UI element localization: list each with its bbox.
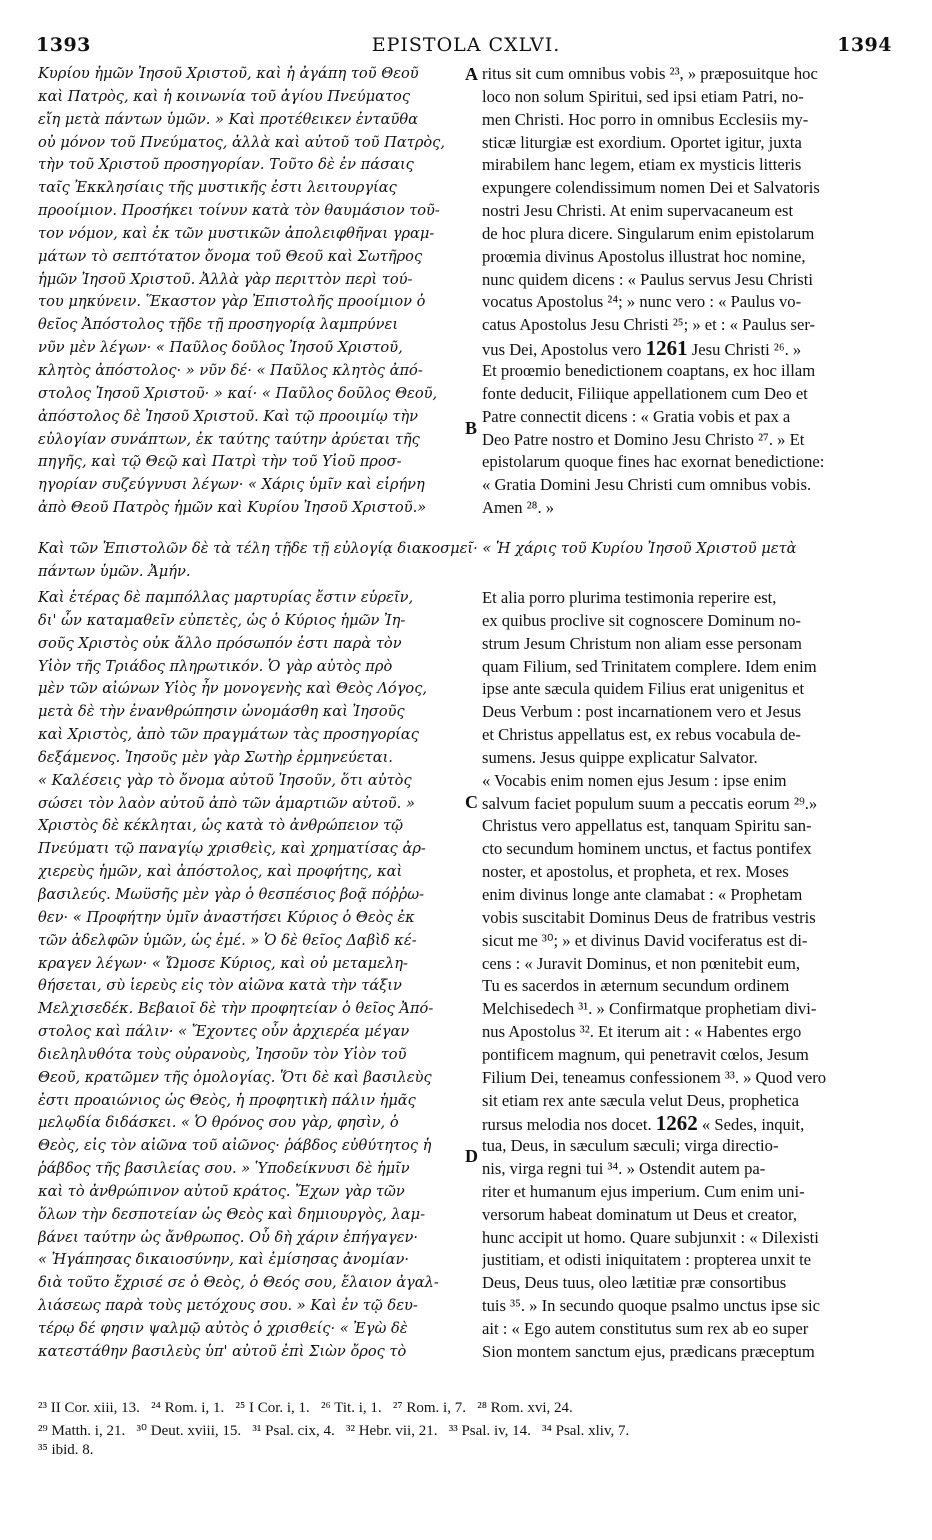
text-line: cto secundum hominem unctus, et factus pontifex	[482, 839, 812, 859]
text-line: nus Apostolus ³². Et iterum ait : « Habentes ergo	[482, 1022, 802, 1042]
text-line: Χριστὸς δὲ κέκληται, ὡς κατὰ τὸ ἀνθρώπειον τῷ	[38, 817, 404, 835]
text-segment: rursus melodia nos docet.	[482, 1115, 656, 1135]
text-line: σοῦς Χριστὸς οὐκ ἄλλο πρόσωπόν ἐστι παρὰ τὸν	[38, 634, 402, 652]
text-line: sicut me ³⁰; » et divinus David vociferatus est di-	[482, 930, 808, 950]
column-number-marker: 1261	[645, 337, 688, 360]
text-line: Deo Patre nostro et Domino Jesu Christo ²⁷. » Et	[482, 429, 805, 449]
text-line: κραγεν λέγων· « Ὤμοσε Κύριος, καὶ οὐ μεταμελη-	[38, 954, 408, 972]
latin-column-top	[482, 63, 898, 520]
text-line: Et proœmio benedictionem coaptans, ex hoc illam	[482, 360, 816, 380]
footnote-line-3: ³⁵ ibid. 8.	[38, 1442, 94, 1458]
text-line: nunc quidem dicens : « Paulus servus Jesu Christi	[482, 269, 813, 289]
text-line: ηγορίαν συζεύγνυσι λέγων· « Χάρις ὑμῖν καὶ εἰρήνη	[38, 476, 425, 494]
margin-letter-a: A	[465, 64, 478, 84]
text-line: διὰ τοῦτο ἔχρισέ σε ὁ Θεὸς, ὁ Θεός σου, ἔλαιον ἀγαλ-	[38, 1274, 439, 1292]
text-line: Καὶ ἑτέρας δὲ παμπόλλας μαρτυρίας ἔστιν εὑρεῖν,	[38, 589, 414, 606]
text-line: sit etiam rex ante sæcula velut Deus, prophetica	[482, 1090, 800, 1110]
text-line: « Καλέσεις γὰρ τὸ ὄνομα αὐτοῦ Ἰησοῦν, ὅτι αὐτὸς	[38, 771, 412, 789]
text-line: θήσεται, σὺ ἱερεὺς εἰς τὸν αἰῶνα κατὰ τὴν τάξιν	[38, 977, 402, 995]
text-line: τέρῳ δέ φησιν ψαλμῷ αὐτὸς ὁ χρισθείς· « Ἐγὼ δὲ	[38, 1320, 408, 1337]
text-line: mirabilem hanc legem, etiam ex mysticis litteris	[482, 155, 802, 175]
text-line: Πνεύματι τῷ παναγίῳ χρισθεὶς, καὶ χρηματίσας ἀρ-	[38, 840, 426, 858]
text-line: νῦν μὲν λέγων· « Παῦλος δοῦλος Ἰησοῦ Χριστοῦ,	[38, 339, 403, 357]
text-line: Melchisedech ³¹. » Confirmatque prophetiam divi-	[482, 999, 817, 1019]
page-number-left: 1393	[36, 34, 91, 56]
text-segment: Jesu Christi ²⁶. »	[687, 340, 802, 360]
margin-letter-d: D	[465, 1146, 478, 1166]
text-line: Θεοῦ, κρατῶμεν τῆς ὁμολογίας. Ὅτι δὲ καὶ βασιλεὺς	[38, 1068, 432, 1086]
page-number-right: 1394	[837, 34, 892, 56]
text-line: βάνει ταύτην ὡς ἄνθρωπος. Οὗ δὴ χάριν ἐπήγαγεν·	[38, 1228, 418, 1246]
text-line: μὲν τῶν αἰώνων Υἱὸς ἦν μονογενὴς καὶ Θεὸς Λόγος,	[38, 680, 428, 698]
text-line: θεν· « Προφήτην ὑμῖν ἀναστήσει Κύριος ὁ Θεὸς ἐκ	[38, 908, 415, 926]
text-line: οὐ μόνον τοῦ Πνεύματος, ἀλλὰ καὶ αὐτοῦ τοῦ Πατρὸς,	[38, 133, 445, 151]
text-line: σώσει τὸν λαὸν αὐτοῦ ἀπὸ τῶν ἁμαρτιῶν αὐτοῦ. »	[38, 794, 415, 812]
text-line: Μελχισεδέκ. Βεβαιοῖ δὲ τὴν προφητείαν ὁ θεῖος Ἀπό-	[38, 1000, 434, 1018]
text-line: εὐλογίαν συνάπτων, ἐκ ταύτης ταύτην ἀρύεται τῆς	[38, 430, 420, 448]
text-line: versorum habeat dominatum ut Deus et creator,	[482, 1204, 797, 1224]
text-line: τῶν ἀδελφῶν ὑμῶν, ὡς ἐμέ. » Ὁ δὲ θεῖος Δαβὶδ κέ-	[38, 931, 417, 949]
text-line: epistolarum quoque fines hac exornat benedictione:	[482, 452, 825, 472]
text-line: πηγῆς, καὶ τῷ Θεῷ καὶ Πατρὶ τὴν τοῦ Υἱοῦ προσ-	[38, 453, 402, 471]
text-line: χιερεὺς ἡμῶν, καὶ ἀπόστολος, καὶ προφήτης, καὶ	[38, 863, 403, 881]
text-line: ἡμῶν Ἰησοῦ Χριστοῦ. Ἀλλὰ γὰρ περιττὸν περὶ τού-	[38, 270, 413, 288]
text-line: cens : « Juravit Dominus, et non pœnitebit eum,	[482, 953, 801, 973]
text-line: enim divinus longe ante clamabat : « Prophetam	[482, 884, 803, 904]
text-line: μελῳδία διδάσκει. « Ὁ θρόνος σου γὰρ, φησὶν, ὁ	[38, 1114, 399, 1132]
text-line: Κυρίου ἡμῶν Ἰησοῦ Χριστοῦ, καὶ ἡ ἀγάπη τοῦ Θεοῦ	[38, 65, 419, 82]
text-line: μετὰ δὲ τὴν ἐνανθρώπησιν ὠνομάσθη καὶ Ἰησοῦς	[38, 703, 405, 721]
text-line: Christus vero appellatus est, tanquam Spiritu san-	[482, 816, 812, 836]
text-line: καὶ τὸ ἀνθρώπινον αὐτοῦ κράτος. Ἔχων γὰρ τῶν	[38, 1182, 405, 1200]
text-line: fonte deducit, Filiique appellationem cum Deo et	[482, 383, 808, 403]
footnote-line-1: ²³ II Cor. xiii, 13. ²⁴ Rom. i, 1. ²⁵ I Cor. i, 1. ²⁶ Tit. i, 1. ²⁷ Rom. i, 7. ²⁸ Rom. xvi, 24.	[38, 1400, 573, 1416]
text-line: noster, et apostolus, et propheta, et rex. Moses	[482, 862, 789, 882]
text-line: expungere colendissimum nomen Dei et Salvatoris	[482, 178, 820, 198]
text-line: Tu es sacerdos in æternum secundum ordinem	[482, 976, 790, 996]
margin-letter-c: C	[465, 792, 478, 812]
text-line: nostri Jesu Christi. At enim supervacaneum est	[482, 201, 794, 221]
text-line: Patre connectit dicens : « Gratia vobis et pax a	[482, 406, 791, 426]
text-line	[482, 1112, 898, 1135]
text-line: ex quibus proclive sit cognoscere Dominum no-	[482, 610, 801, 630]
text-line: Amen ²⁸. »	[482, 498, 555, 518]
text-line: του μηκύνειν. Ἕκαστον γὰρ Ἐπιστολῆς προοίμιον ὁ	[38, 293, 426, 311]
text-line: vobis suscitabit Dominus Deus de fratribus vestris	[482, 907, 816, 927]
text-line: salvum faciet populum suum a peccatis eorum ²⁹.»	[482, 793, 818, 813]
text-line: στολος Ἰησοῦ Χριστοῦ· » καί· « Παῦλος δοῦλος Θεοῦ,	[38, 384, 438, 402]
text-line: καὶ Πατρὸς, καὶ ἡ κοινωνία τοῦ ἁγίου Πνεύματος	[38, 87, 411, 105]
margin-letter-b: B	[465, 418, 478, 438]
text-line: θεῖος Ἀπόστολος τῇδε τῇ προσηγορίᾳ λαμπρύνει	[38, 316, 399, 334]
greek-column-bottom	[38, 587, 464, 1364]
greek-column-top	[38, 63, 464, 520]
text-line: κλητὸς ἀπόστολος· » νῦν δέ· « Παῦλος κλητὸς ἀπό-	[38, 361, 423, 379]
text-line: Deus Verbum : post incarnationem vero et Jesus	[482, 702, 802, 722]
text-line: Υἱὸν τῆς Τριάδος πληρωτικόν. Ὁ γὰρ αὐτὸς πρὸ	[38, 657, 393, 675]
greek-full-width-passage	[38, 538, 898, 584]
column-number-marker: 1262	[655, 1112, 698, 1136]
text-line: men Christi. Hoc porro in omnibus Ecclesiis my-	[482, 109, 809, 129]
text-line: hunc accipit ut homo. Quare subjunxit : « Dilexisti	[482, 1227, 819, 1247]
text-line: tua, Deus, in sæculum sæculi; virga directio-	[482, 1136, 779, 1156]
text-line: προοίμιον. Προσήκει τοίνυν κατὰ τὸν θαυμάσιον τοῦ-	[38, 202, 440, 220]
text-line: tuis ³⁵. » In secundo quoque psalmo unctus ipse sic	[482, 1296, 820, 1316]
text-line: βασιλεύς. Μωϋσῆς μὲν γὰρ ὁ θεσπέσιος βοᾷ πόῤῥω-	[38, 885, 425, 903]
text-line: τον νόμον, καὶ ἐκ τῶν μυστικῶν ἀπολειφθῆναι γραμ-	[38, 224, 435, 242]
text-segment: « Sedes, inquit,	[697, 1115, 805, 1135]
text-line: Θεὸς, εἰς τὸν αἰῶνα τοῦ αἰῶνος· ῥάβδος εὐθύτητος ἡ	[38, 1137, 432, 1155]
text-line: Sion montem sanctum ejus, prædicans præceptum	[482, 1341, 815, 1361]
text-line: loco non solum Spiritui, sed ipsi etiam Patri, no-	[482, 86, 804, 106]
text-line: ritus sit cum omnibus vobis ²³, » præposuitque hoc	[482, 64, 818, 83]
text-line: et Christus appellatus est, ex rebus vocabula de-	[482, 725, 801, 745]
text-line: δι' ὧν καταμαθεῖν εὐπετὲς, ὡς ὁ Κύριος ἡμῶν Ἰη-	[38, 611, 406, 629]
text-line: justitiam, et odisti iniquitatem : propterea unxit te	[482, 1250, 812, 1270]
text-line: ὅλων τὴν δεσποτείαν ὡς Θεὸς καὶ δημιουργὸς, λαμ-	[38, 1205, 426, 1223]
latin-column-bottom	[482, 587, 898, 1364]
text-line: sticæ liturgiæ est exordium. Oportet igitur, juxta	[482, 132, 802, 152]
text-line: ῥάβδος τῆς βασιλείας σου. » Ὑποδείκνυσι δὲ ἡμῖν	[38, 1160, 410, 1178]
text-line: quam Filium, sed Trinitatem complere. Idem enim	[482, 656, 817, 676]
text-line: δεξάμενος. Ἰησοῦς μὲν γὰρ Σωτὴρ ἑρμηνεύεται.	[38, 748, 393, 766]
text-segment: vus Dei, Apostolus vero	[482, 340, 646, 360]
text-line: τὴν τοῦ Χριστοῦ προσηγορίαν. Τοῦτο δὲ ἐν πάσαις	[38, 156, 414, 174]
text-line: ἀπὸ Θεοῦ Πατρὸς ἡμῶν καὶ Κυρίου Ἰησοῦ Χριστοῦ.»	[38, 499, 427, 517]
text-line: vocatus Apostolus ²⁴; » nunc vero : « Paulus vo-	[482, 292, 802, 312]
running-title: EPISTOLA CXLVI.	[371, 34, 561, 56]
text-line: sumens. Jesus quippe explicatur Salvator.	[482, 747, 758, 767]
text-line: « Gratia Domini Jesu Christi cum omnibus vobis.	[482, 475, 812, 495]
text-line: Et alia porro plurima testimonia reperire est,	[482, 588, 777, 607]
text-line: de hoc plura dicere. Singularum enim epistolarum	[482, 223, 815, 243]
text-line: ἐστι προαιώνιος ὡς Θεὸς, ἡ προφητικὴ πάλιν ἡμᾶς	[38, 1091, 416, 1109]
text-line: ipse ante sæcula quidem Filius erat unigenitus et	[482, 679, 805, 699]
text-line: στολος καὶ πάλιν· « Ἔχοντες οὖν ἀρχιερέα μέγαν	[38, 1023, 410, 1041]
text-line: Filium Dei, teneamus confessionem ³³. » Quod vero	[482, 1067, 827, 1087]
text-line: riter et humanum ejus imperium. Cum enim uni-	[482, 1181, 805, 1201]
text-line: « Ἠγάπησας δικαιοσύνην, καὶ ἐμίσησας ἀνομίαν·	[38, 1251, 409, 1269]
text-line: λιάσεως παρὰ τοὺς μετόχους σου. » Καὶ ἐν τῷ δευ-	[38, 1297, 418, 1315]
text-line	[482, 337, 898, 360]
text-line: ταῖς Ἐκκλησίαις τῆς μυστικῆς ἐστι λειτουργίας	[38, 179, 397, 197]
text-line: καὶ Χριστὸς, ἀπὸ τῶν πραγμάτων τὰς προσηγορίας	[38, 726, 419, 744]
text-line: proœmia divinus Apostolus illustrat hoc nomine,	[482, 246, 806, 266]
footnote-line-2: ²⁹ Matth. i, 21. ³⁰ Deut. xviii, 15. ³¹ Psal. cix, 4. ³² Hebr. vii, 21. ³³ Psal. iv, 14. ³⁴ Psal. xliv, 7.	[38, 1423, 630, 1439]
text-line: εἴη μετὰ πάντων ὑμῶν. » Καὶ προτέθεικεν ἐνταῦθα	[38, 110, 418, 128]
text-line: nis, virga regni tui ³⁴. » Ostendit autem pa-	[482, 1159, 766, 1179]
text-line: ait : « Ego autem constitutus sum rex ab eo super	[482, 1319, 809, 1338]
text-line: ἀπόστολος δὲ Ἰησοῦ Χριστοῦ. Καὶ τῷ προοιμίῳ τὴν	[38, 407, 419, 425]
text-line: Καὶ τῶν Ἐπιστολῶν δὲ τὰ τέλη τῇδε τῇ εὐλογίᾳ διακοσμεῖ· « Ἡ χάρις τοῦ Κυρίου Ἰησοῦ Χριστοῦ μετὰ	[38, 540, 797, 557]
text-line: strum Jesum Christum non aliam esse personam	[482, 633, 802, 653]
text-line: pontificem magnum, qui penetravit cœlos, Jesum	[482, 1044, 809, 1064]
text-line: « Vocabis enim nomen ejus Jesum : ipse enim	[482, 770, 787, 790]
text-line: πάντων ὑμῶν. Ἀμήν.	[38, 562, 191, 580]
text-line: catus Apostolus Jesu Christi ²⁵; » et : « Paulus ser-	[482, 315, 816, 335]
text-line: κατεστάθην βασιλεὺς ὑπ' αὐτοῦ ἐπὶ Σιὼν ὄρος τὸ	[38, 1342, 407, 1360]
text-line: Deus, Deus tuus, oleo lætitiæ præ consortibus	[482, 1273, 787, 1293]
text-line: μάτων τὸ σεπτότατον ὄνομα τοῦ Θεοῦ καὶ Σωτῆρος	[38, 247, 423, 265]
text-line: διεληλυθότα τοὺς οὐρανοὺς, Ἰησοῦν τὸν Υἱὸν τοῦ	[38, 1045, 407, 1063]
